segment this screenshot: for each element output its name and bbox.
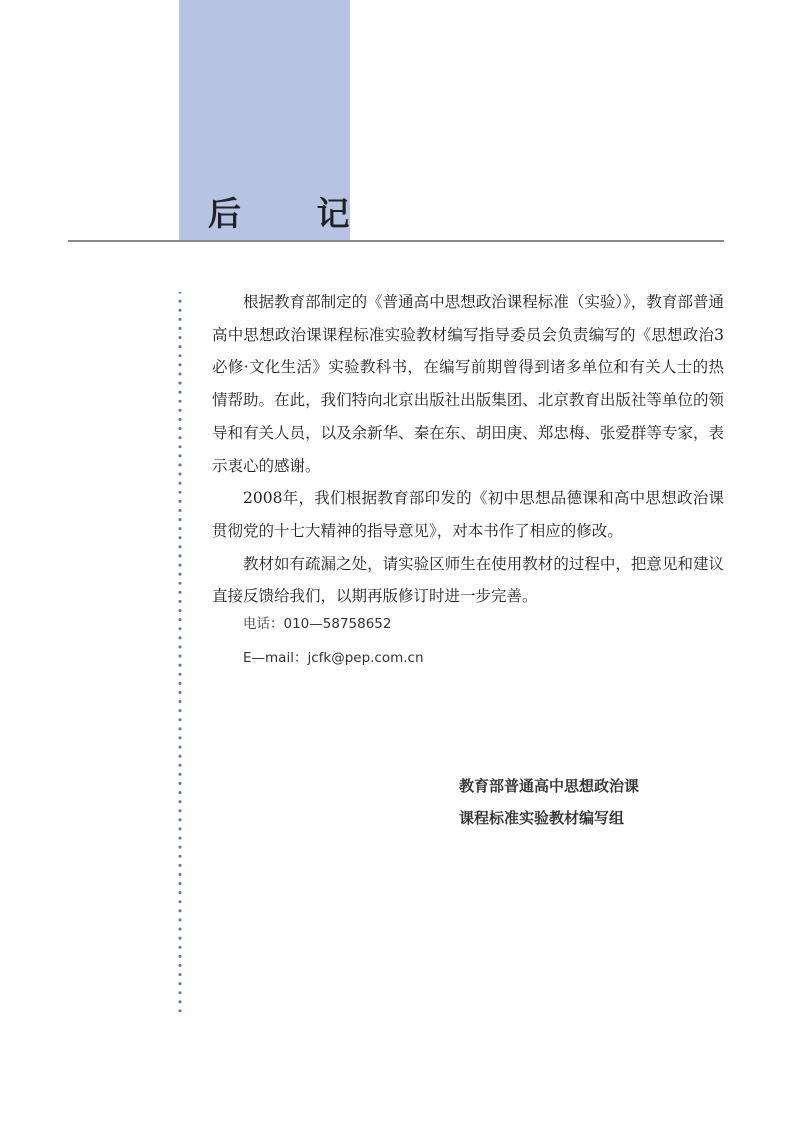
contact-phone: 电话：010—58758652 [243,616,392,632]
page-title: 后 记 [208,194,382,233]
paragraph-revision: 2008年，我们根据教育部印发的《初中思想品德课和高中思想政治课贯彻党的十七大精神的指导意见》，对本书作了相应的修改。 [212,489,724,540]
paragraph-feedback: 教材如有疏漏之处，请实验区师生在使用教材的过程中，把意见和建议直接反馈给我们，以期再版修订时进一步完善。 [212,554,724,606]
dotted-margin-line [176,292,184,1012]
contact-email: E—mail：jcfk@pep.com.cn [243,650,424,666]
paragraph-acknowledgement: 根据教育部制定的《普通高中思想政治课程标准（实验）》，教育部普通高中思想政治课课程标准实验教材编写指导委员会负责编写的《思想政治3必修·文化生活》实验教科书，在编写前期曾得到诸多单位和有关人士的热情帮助。在此，我们特向北京出版社出版集团、北京教育出版社等单位的领导和有关人员，以及余新华、秦在东、胡田庚、郑忠梅、张爱群等专家，表示衷心的感谢。 [212,293,724,475]
signature-block [459,770,639,834]
postscript-body [212,286,724,613]
signature-line-1: 教育部普通高中思想政治课 [459,777,640,795]
signature-line-2: 课程标准实验教材编写组 [459,809,625,827]
header-divider [68,240,724,242]
